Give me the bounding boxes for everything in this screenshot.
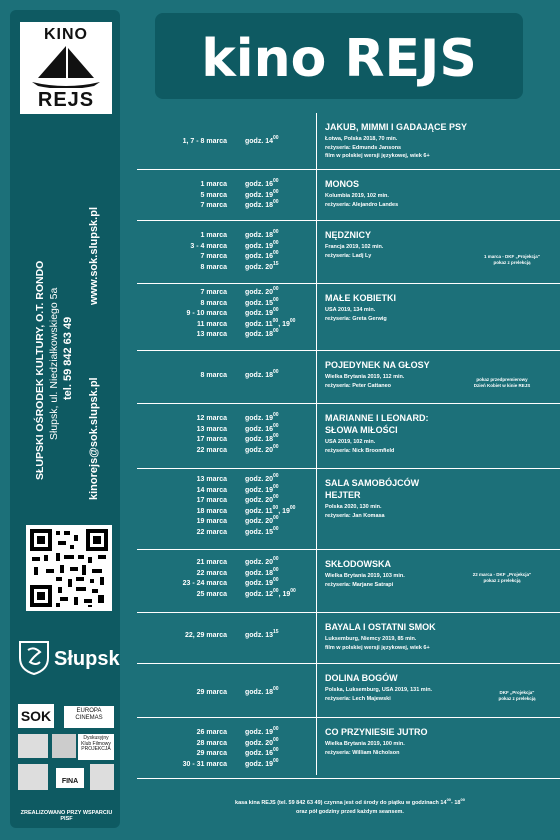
time-line: godz. $18^{00}$ xyxy=(245,229,279,239)
film-info: Polska 2020, 130 min. reżyseria: Jan Komasa xyxy=(325,504,385,519)
film-title: MAŁE KOBIETKI xyxy=(325,293,396,303)
sponsor-logo-4 xyxy=(52,734,76,758)
sponsor-logo-6 xyxy=(18,764,48,790)
time-line: godz. $14^{00}$ xyxy=(245,135,279,145)
film-dates xyxy=(137,475,227,538)
film-dates xyxy=(137,371,227,382)
logo-bottom-text: REJS xyxy=(37,89,95,111)
film-dates xyxy=(137,231,227,273)
sponsor-logo-8 xyxy=(90,764,114,790)
date-line: 21 marca xyxy=(196,559,227,566)
date-line: 22 marca xyxy=(196,528,227,536)
screening-note: pokaz przedpremierowy Dzień Kobiet w kinie REJS xyxy=(473,377,531,388)
film-info: Łotwa, Polska 2018, 70 min. reżyseria: Edmunds Jansons film w polskiej wersji językowej, wiek 6+ xyxy=(325,136,430,159)
film-info: Polska, Luksemburg, USA 2019, 131 min. reżyseria: Lech Majewski xyxy=(325,687,433,702)
film-title: MONOS xyxy=(325,179,360,189)
film-info: Luksemburg, Niemcy 2019, 85 min. film w polskiej wersji językowej, wiek 6+ xyxy=(325,636,430,651)
film-dates xyxy=(137,288,227,341)
time-line: godz. $20^{00}$ xyxy=(245,556,279,566)
title-box xyxy=(155,13,523,99)
date-line: 7 marca xyxy=(200,253,227,260)
date-line: 1 marca xyxy=(200,232,227,239)
screening-note: 22 marca - DKF „Projekcja" pokaz z prelekcją xyxy=(472,572,532,583)
pisf-support-note: ZREALIZOWANO PRZY WSPARCIU PISF xyxy=(20,810,113,822)
time-line: godz. $18^{00}$ xyxy=(245,686,279,696)
date-line: 26 marca xyxy=(196,729,227,736)
film-times xyxy=(245,371,315,382)
film-info: Wielka Brytania 2019, 112 min. reżyseria: Peter Cattaneo xyxy=(325,374,405,389)
film-times xyxy=(245,288,315,341)
slupsk-crest-icon xyxy=(18,640,50,676)
time-line: godz. $20^{00}$ xyxy=(245,443,279,454)
film-row xyxy=(137,550,560,612)
date-line: 7 marca xyxy=(200,202,227,209)
film-row xyxy=(137,718,560,778)
time-line: godz. $12^{00}$, $19^{00}$ xyxy=(245,587,296,598)
film-info: Kolumbia 2019, 102 min. reżyseria: Alejandro Landes xyxy=(325,193,399,208)
slupsk-label: Słupsk xyxy=(54,648,120,670)
date-line: 5 marca xyxy=(200,191,227,199)
page-title: kino REJS xyxy=(201,29,477,89)
time-line: godz. $20^{00}$ xyxy=(245,515,279,525)
time-line: godz. $16^{00}$ xyxy=(245,178,279,188)
time-line: godz. $20^{15}$ xyxy=(245,260,279,271)
film-dates xyxy=(137,180,227,212)
screening-note: DKF „Projekcja" pokaz z prelekcją xyxy=(498,690,536,701)
email[interactable]: kinorejs@sok.slupsk.pl xyxy=(88,377,100,500)
time-line: godz. $19^{00}$ xyxy=(245,239,279,250)
film-title: BAYALA I OSTATNI SMOK xyxy=(325,622,436,632)
film-row xyxy=(137,113,560,169)
film-title: DOLINA BOGÓW xyxy=(325,673,398,683)
date-line: 8 marca xyxy=(200,299,227,307)
time-line: godz. $20^{00}$ xyxy=(245,473,279,483)
qr-code[interactable] xyxy=(26,525,112,611)
time-line: godz. $19^{00}$ xyxy=(245,483,279,494)
sidebar xyxy=(10,10,120,828)
date-line: 12 marca xyxy=(196,415,227,422)
dkf-projekcja-logo: Dyskusyjny Klub Filmowy PROJEKCJA xyxy=(78,734,114,760)
date-line: 1 marca xyxy=(200,181,227,188)
time-line: godz. $18^{00}$ xyxy=(245,328,279,338)
date-line: 9 - 10 marca xyxy=(186,310,227,317)
time-line: godz. $19^{00}$ xyxy=(245,412,279,422)
film-times xyxy=(245,475,315,538)
address: Słupsk, ul. Niedziałkowskiego 5a xyxy=(48,287,60,440)
time-line: godz. $15^{00}$ xyxy=(245,525,279,536)
date-line: 8 marca xyxy=(200,372,227,379)
date-line: 11 marca xyxy=(197,320,227,328)
film-title: CO PRZYNIESIE JUTRO xyxy=(325,727,428,737)
time-line: godz. $11^{00}$, $19^{00}$ xyxy=(245,317,296,328)
date-line: 28 marca xyxy=(196,739,227,747)
film-info: Francja 2019, 102 min. reżyseria: Ladj Ly xyxy=(325,244,384,259)
date-line: 3 - 4 marca xyxy=(190,242,227,250)
time-line: godz. $16^{00}$ xyxy=(245,250,279,260)
film-times xyxy=(245,631,315,642)
film-title: JAKUB, MIMMI I GADAJĄCE PSY xyxy=(325,122,468,132)
date-line: 13 marca xyxy=(196,425,227,433)
film-title: NĘDZNICY xyxy=(325,230,372,240)
box-office-extra-text: oraz pół godziny przed każdym seansem. xyxy=(296,808,404,815)
time-line: godz. $18^{00}$ xyxy=(245,199,279,209)
org-name: SŁUPSKI OŚRODEK KULTURY, O.T. RONDO xyxy=(34,260,46,480)
date-line: 30 - 31 marca xyxy=(182,760,227,768)
date-line: 22 marca xyxy=(196,446,227,454)
date-line: 22, 29 marca xyxy=(184,632,227,639)
row-separator xyxy=(137,778,560,779)
time-line: godz. $18^{00}$ xyxy=(245,433,279,443)
logo-top-text: KINO xyxy=(44,26,88,43)
film-row xyxy=(137,404,560,468)
fina-logo: FINA xyxy=(56,768,84,788)
time-line: godz. $18^{00}$ xyxy=(245,369,279,379)
date-line: 22 marca xyxy=(196,569,227,577)
date-line: 17 marca xyxy=(196,497,227,504)
time-line: godz. $20^{00}$ xyxy=(245,494,279,504)
film-dates xyxy=(137,137,227,148)
film-times xyxy=(245,558,315,600)
date-line: 1, 7 - 8 marca xyxy=(182,138,227,145)
film-dates xyxy=(137,631,227,642)
film-row xyxy=(137,469,560,549)
film-times xyxy=(245,728,315,770)
date-line: 7 marca xyxy=(200,289,227,296)
box-office-note xyxy=(140,795,560,817)
film-title: SALA SAMOBÓJCÓW HEJTER xyxy=(325,478,420,500)
website[interactable]: www.sok.slupsk.pl xyxy=(88,206,100,305)
time-line: godz. $20^{00}$ xyxy=(245,736,279,747)
date-line: 25 marca xyxy=(196,590,227,598)
date-line: 18 marca xyxy=(196,507,227,515)
film-times xyxy=(245,414,315,456)
date-line: 17 marca xyxy=(196,436,227,443)
box-office-hours-mid: - 18 xyxy=(451,799,461,806)
date-line: 19 marca xyxy=(196,518,227,525)
film-dates xyxy=(137,688,227,699)
film-times xyxy=(245,137,315,148)
date-line: 14 marca xyxy=(196,486,227,494)
time-line: godz. $19^{00}$ xyxy=(245,757,279,768)
film-row xyxy=(137,284,560,350)
phone: tel. 59 842 63 49 xyxy=(62,316,74,400)
time-line: godz. $20^{00}$ xyxy=(245,286,279,296)
film-dates xyxy=(137,414,227,456)
box-office-hours-sup1: 00 xyxy=(446,797,452,802)
screening-note: 1 marca - DKF „Projekcja" pokaz z prelekcją xyxy=(484,254,540,265)
time-line: godz. $11^{00}$, $19^{00}$ xyxy=(245,504,296,515)
film-times xyxy=(245,231,315,273)
sailboat-icon xyxy=(28,44,104,88)
time-line: godz. $19^{00}$ xyxy=(245,188,279,199)
kino-rejs-logo xyxy=(20,22,112,114)
time-line: godz. $18^{00}$ xyxy=(245,566,279,577)
date-line: 8 marca xyxy=(200,263,227,271)
time-line: godz. $15^{00}$ xyxy=(245,296,279,307)
film-times xyxy=(245,688,315,699)
time-line: godz. $13^{15}$ xyxy=(245,629,279,639)
time-line: godz. $19^{00}$ xyxy=(245,726,279,736)
sok-logo: SOK xyxy=(18,704,54,728)
europa-cinemas-logo: EUROPA CINEMAS xyxy=(64,706,114,728)
film-title: MARIANNE I LEONARD: SŁOWA MIŁOŚCI xyxy=(325,413,429,435)
film-info: Wielka Brytania 2019, 100 min. reżyseria: William Nicholson xyxy=(325,741,405,756)
film-title: SKŁODOWSKA xyxy=(325,559,391,569)
film-row xyxy=(137,351,560,403)
sponsor-logos xyxy=(16,700,116,800)
box-office-hours-text: kasa kina REJS (tel. 59 842 63 49) czynna jest od środy do piątku w godzinach 14 xyxy=(235,799,447,806)
sponsor-logo-3 xyxy=(18,734,48,758)
film-title: POJEDYNEK NA GŁOSY xyxy=(325,360,430,370)
date-line: 13 marca xyxy=(196,331,227,338)
date-line: 13 marca xyxy=(196,476,227,483)
time-line: godz. $16^{00}$ xyxy=(245,747,279,757)
film-times xyxy=(245,180,315,212)
time-line: godz. $19^{00}$ xyxy=(245,577,279,587)
date-line: 23 - 24 marca xyxy=(182,580,227,587)
date-line: 29 marca xyxy=(196,689,227,696)
column-divider xyxy=(316,113,317,775)
film-row xyxy=(137,664,560,717)
date-line: 29 marca xyxy=(196,750,227,757)
box-office-hours-sup2: 00 xyxy=(460,797,465,802)
film-row xyxy=(137,170,560,220)
film-dates xyxy=(137,558,227,600)
film-info: Wielka Brytania 2019, 103 min. reżyseria: Marjane Satrapi xyxy=(325,573,405,588)
film-info: USA 2019, 102 min. reżyseria: Nick Broomfield xyxy=(325,439,395,454)
film-dates xyxy=(137,728,227,770)
slupsk-city-logo xyxy=(16,640,120,678)
film-info: USA 2019, 134 min. reżyseria: Greta Gerwig xyxy=(325,307,387,322)
film-row xyxy=(137,613,560,663)
time-line: godz. $19^{00}$ xyxy=(245,307,279,317)
film-row xyxy=(137,221,560,283)
time-line: godz. $16^{00}$ xyxy=(245,422,279,433)
